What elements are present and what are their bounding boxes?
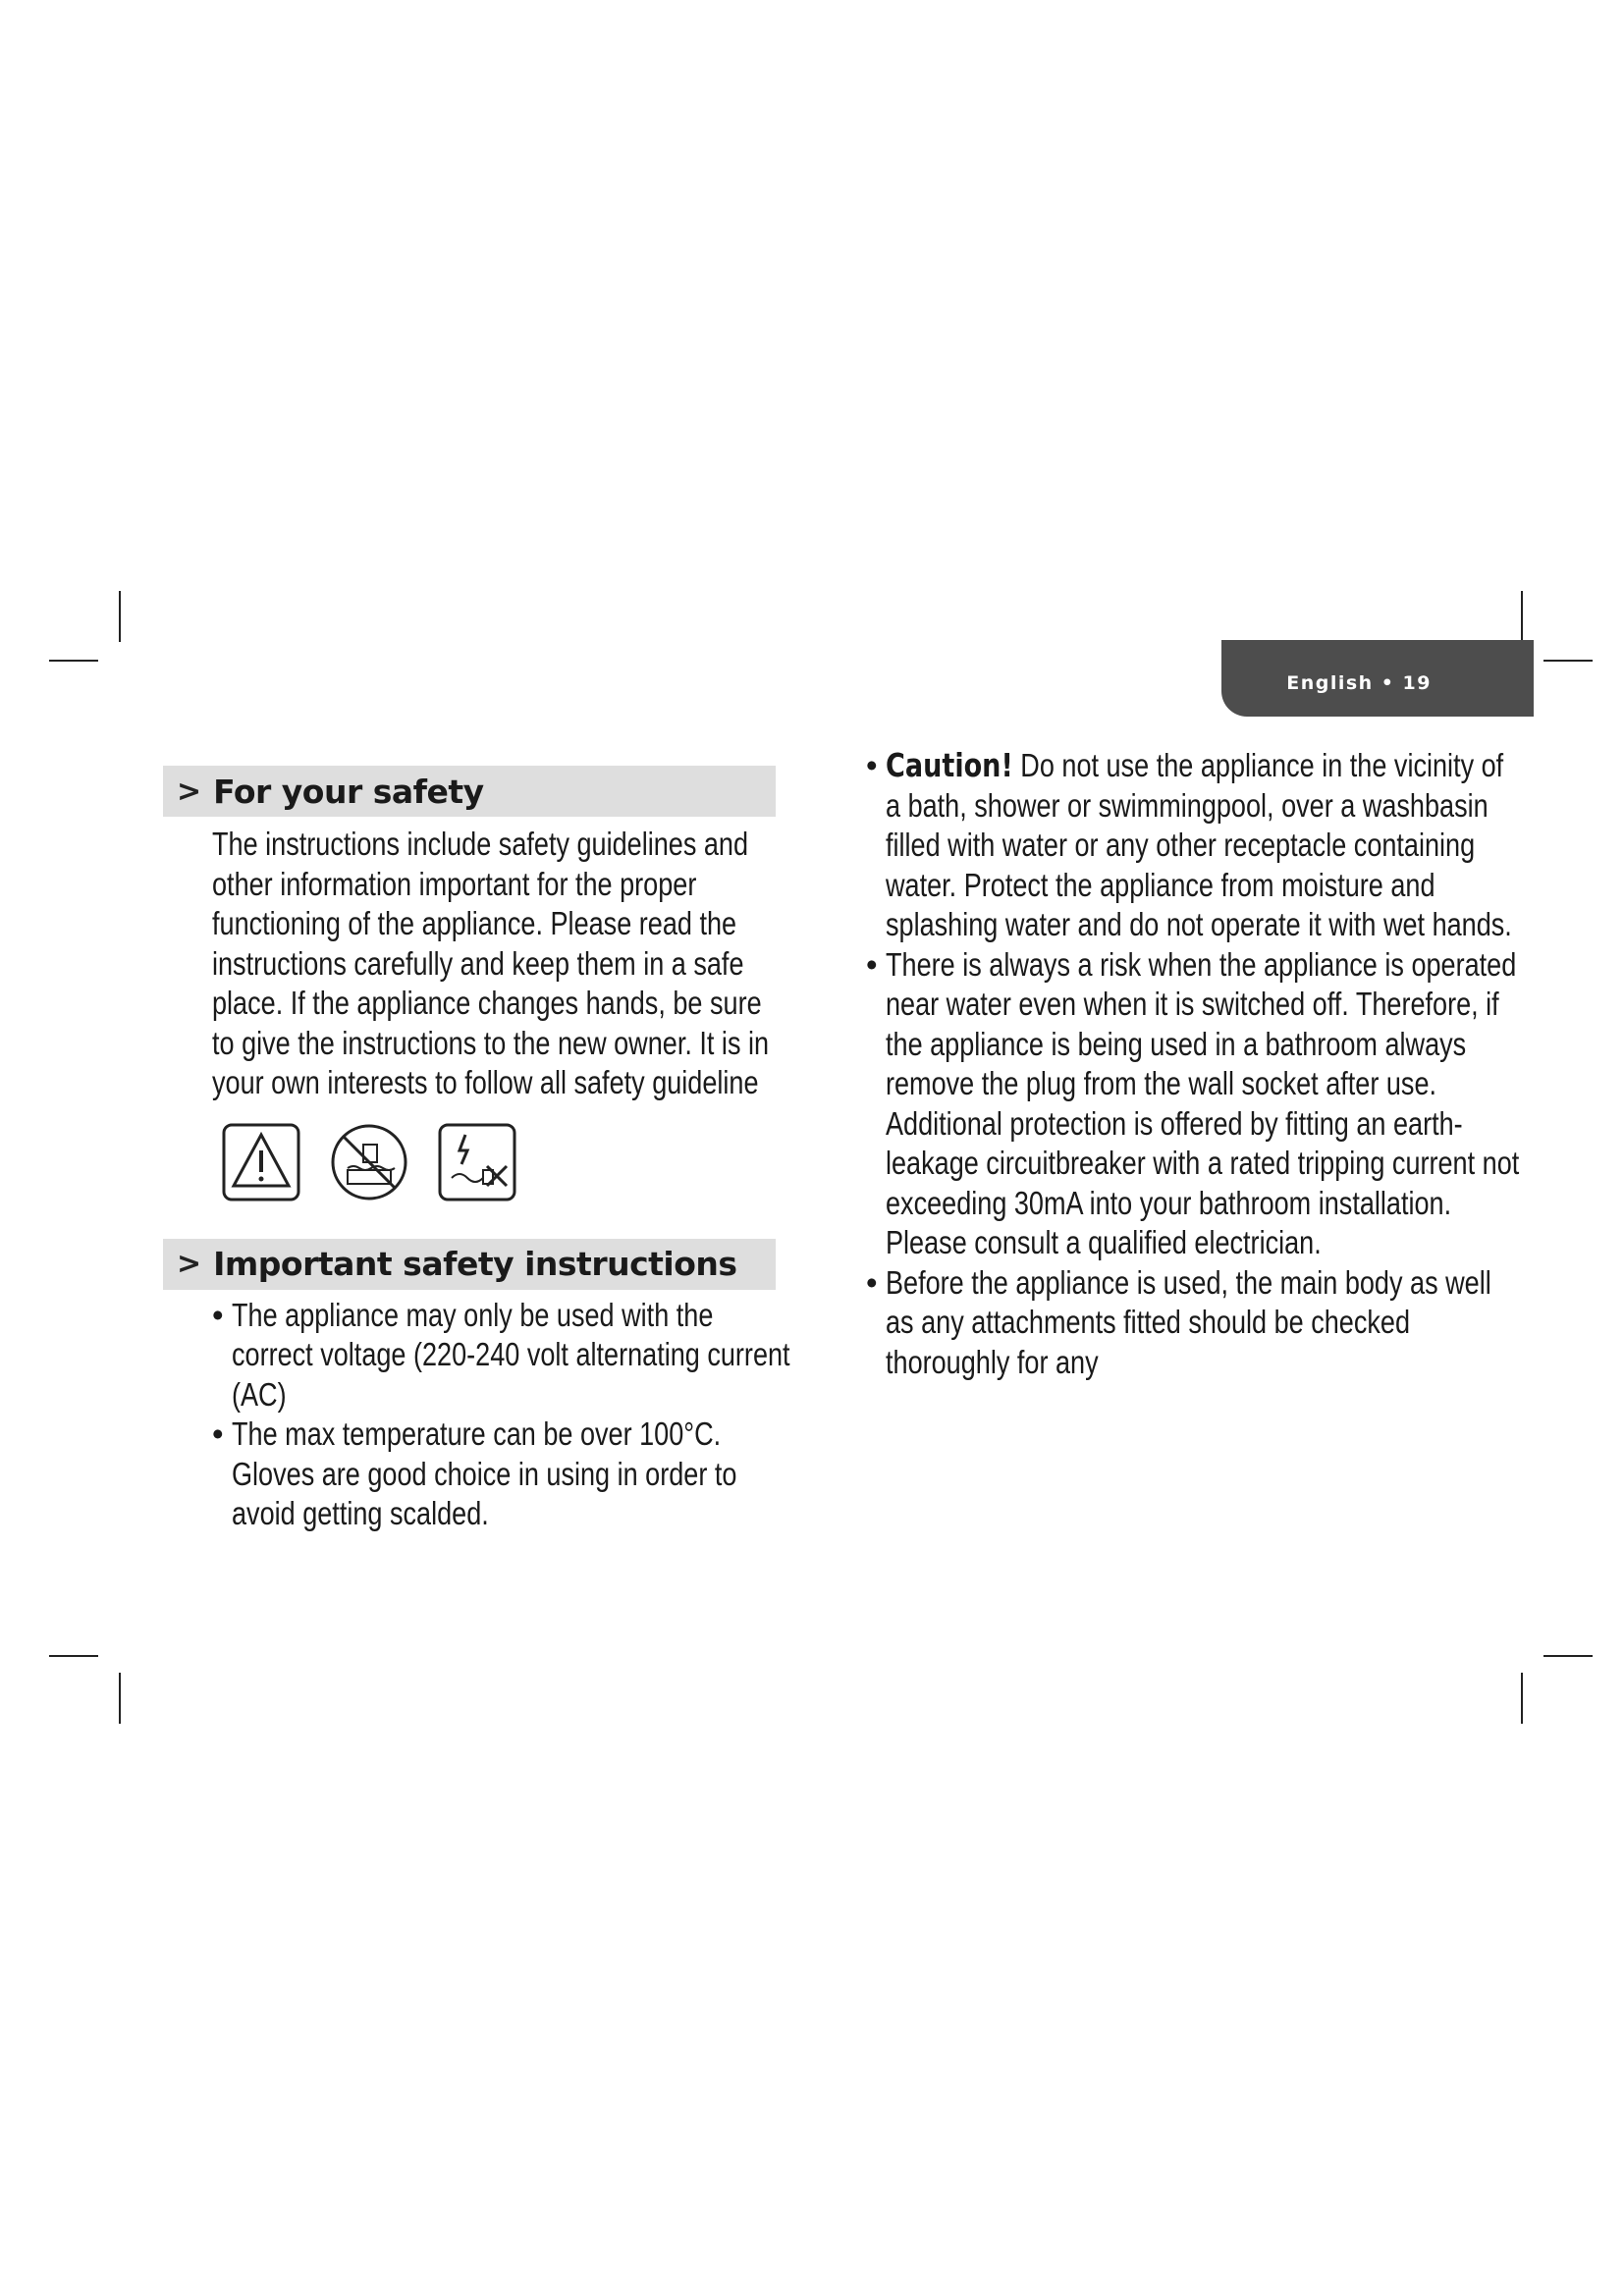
- no-water-spray-icon: [438, 1123, 516, 1201]
- warning-triangle-icon: [222, 1123, 300, 1201]
- list-item: [163, 1415, 811, 1534]
- crop-mark-top-right-horizontal: [1543, 660, 1593, 662]
- list-item: [163, 1296, 811, 1415]
- section-title: For your safety: [213, 772, 484, 811]
- bullet-dot: •: [212, 1415, 224, 1452]
- heading-arrow: >: [177, 774, 202, 809]
- list-item-text: The appliance may only be used with the correct voltage (220-240 volt alternating current (AC): [232, 1296, 790, 1413]
- caution-paragraph: [886, 746, 1522, 945]
- caution-label: Caution!: [886, 746, 1013, 784]
- safety-icons-row: [222, 1123, 811, 1201]
- caution-text: Do not use the appliance in the vicinity of a bath, shower or swimmingpool, over a washbasin filled with water or any other receptacle containing water. Protect the appliance from moisture and splashing water and do not operate it with wet hands.: [886, 747, 1512, 942]
- crop-mark-bottom-left-horizontal: [49, 1655, 98, 1657]
- section-title: Important safety instructions: [213, 1245, 737, 1283]
- bullet-dot: •: [866, 945, 878, 983]
- section-heading-for-your-safety: [163, 766, 776, 817]
- important-safety-list: [163, 1296, 811, 1534]
- crop-mark-bottom-right-vertical: [1521, 1673, 1523, 1724]
- bullet-dot: •: [212, 1296, 224, 1333]
- crop-mark-bottom-right-horizontal: [1543, 1655, 1593, 1657]
- crop-mark-bottom-left-vertical: [119, 1673, 121, 1724]
- list-item-text: The max temperature can be over 100°C. Gloves are good choice in using in order to avoid getting scalded.: [232, 1415, 737, 1531]
- crop-mark-top-left-vertical: [119, 591, 121, 642]
- crop-mark-top-right-vertical: [1521, 591, 1523, 642]
- right-safety-list: [866, 746, 1520, 1382]
- left-column: [163, 766, 811, 1534]
- list-item-text: Before the appliance is used, the main body as well as any attachments fitted should be checked thoroughly for any: [886, 1263, 1491, 1380]
- list-item-text: There is always a risk when the appliance is operated near water even when it is switched off. Therefore, if the appliance is being used in a bathroom always remove the plug from the wall socket after use. Additional protection is offered by fitting an earth-leakage circuitbreaker with a rated tripping current not exceeding 30mA into your bathroom installation. Please consult a qualified electrician.: [886, 945, 1520, 1260]
- safety-intro-paragraph: The instructions include safety guidelines and other information important for the proper functioning of the appliance. Please read the instructions carefully and keep them in a safe place. If the appliance changes hands, be sure to give the instructions to the new owner. It is in your own interests to follow all safety guideline: [212, 826, 770, 1100]
- page-number-tab: [1221, 640, 1534, 717]
- list-item: [866, 1263, 1504, 1383]
- list-item: [866, 945, 1520, 1263]
- no-water-immersion-icon: [330, 1123, 408, 1201]
- right-column: [866, 746, 1520, 1382]
- section-heading-important-safety-instructions: [163, 1239, 776, 1290]
- bullet-dot: •: [866, 1263, 878, 1301]
- page-number-label: English • 19: [1286, 672, 1432, 694]
- bullet-dot: •: [866, 747, 878, 783]
- list-item-caution: [866, 746, 1512, 945]
- heading-arrow: >: [177, 1247, 202, 1281]
- crop-mark-top-left-horizontal: [49, 660, 98, 662]
